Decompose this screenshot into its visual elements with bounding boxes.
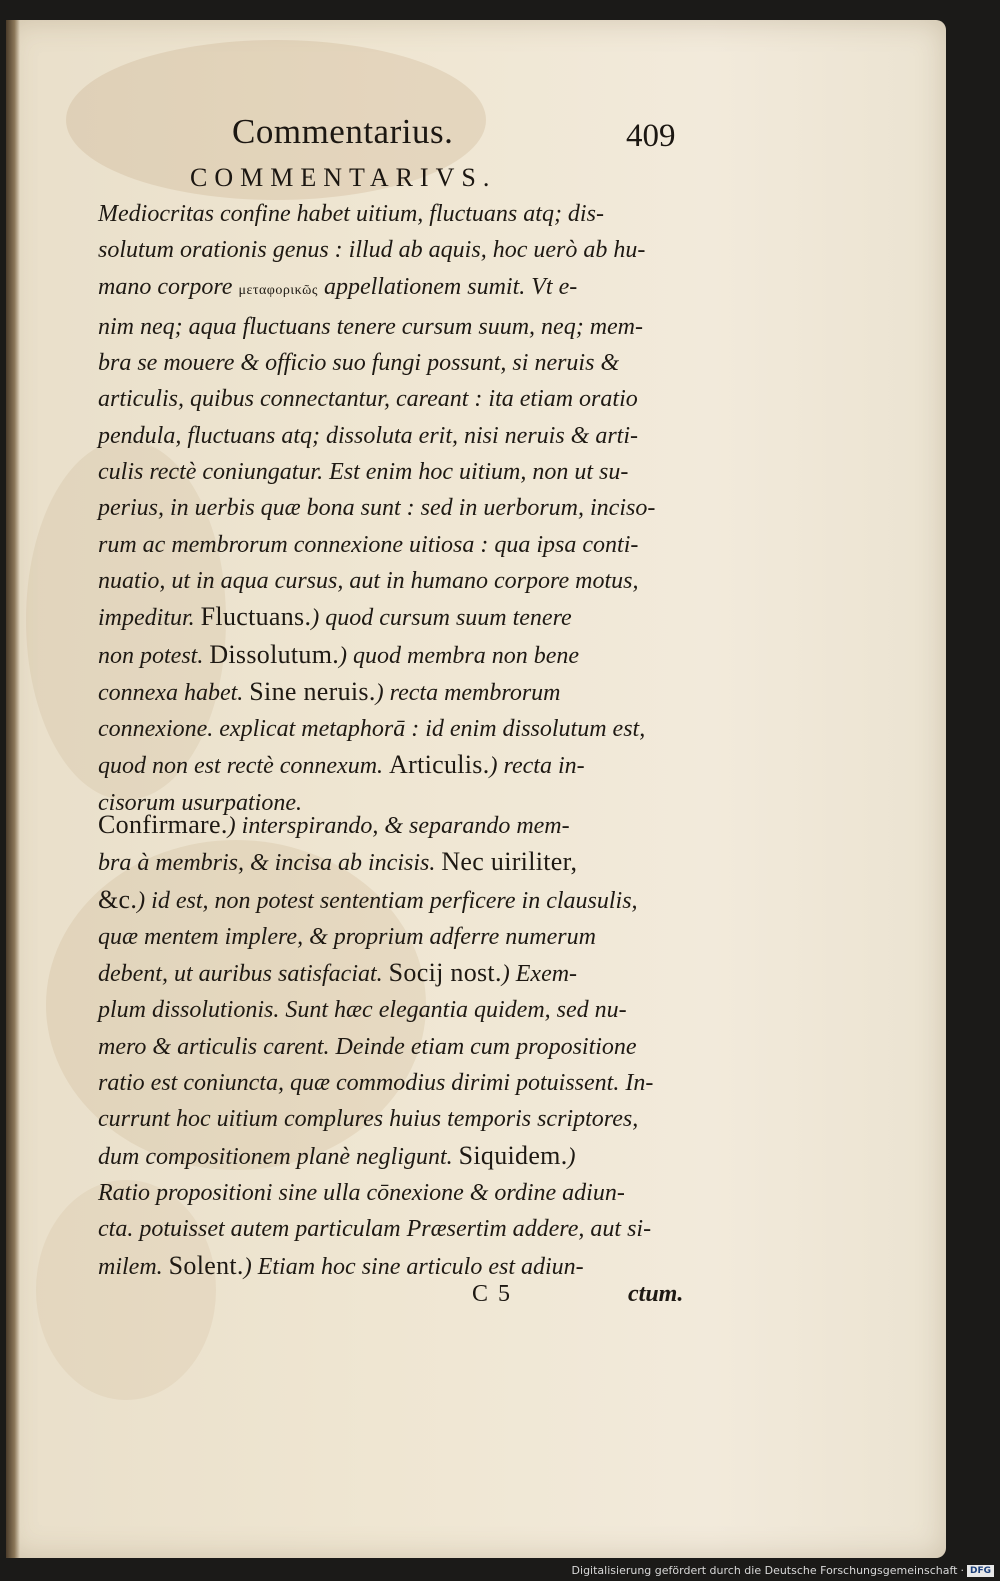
paragraph-1 (62, 196, 694, 821)
paragraph-2 (62, 807, 694, 1285)
greek-word: μεταφορικῶς (238, 282, 318, 298)
text-line (62, 196, 694, 232)
text-segment: nuatio, ut in aqua cursus, aut in humano corpore motus, (98, 567, 639, 594)
lemma: Socij nost. (388, 958, 502, 988)
text-segment: cta. potuisset autem particulam Præsertim addere, aut si- (98, 1216, 652, 1243)
text-line (62, 1248, 694, 1285)
text-line (62, 637, 694, 674)
catchword: ctum. (628, 1281, 684, 1307)
digitization-credit: Digitalisierung gefördert durch die Deutsche Forschungsgemeinschaft · DFG (572, 1564, 994, 1577)
text-segment: connexa habet. (98, 679, 250, 706)
text-segment: appellationem sumit. Vt e- (317, 273, 578, 300)
text-segment: rum ac membrorum connexione uitiosa : qua ipsa conti- (98, 531, 639, 558)
text-line (62, 882, 694, 919)
text-line (62, 563, 694, 599)
lemma: Nec uiriliter, (441, 847, 578, 877)
text-line (62, 992, 694, 1028)
text-segment: ratio est coniuncta, quæ commodius dirimi potuissent. In- (98, 1070, 654, 1097)
lemma: Dissolutum. (209, 639, 340, 669)
credit-text: Digitalisierung gefördert durch die Deutsche Forschungsgemeinschaft (571, 1564, 958, 1577)
text-segment: bra se mouere & officio suo fungi possunt, si neruis & (98, 350, 620, 377)
text-segment: dum compositionem planè negligunt. (98, 1143, 459, 1170)
text-line (62, 1138, 694, 1175)
text-segment: culis rectè coniungatur. Est enim hoc uitium, non ut su- (98, 459, 629, 486)
text-segment: bra à membris, & incisa ab incisis. (98, 850, 442, 877)
text-segment: plum dissolutionis. Sunt hæc elegantia quidem, sed nu- (98, 997, 627, 1024)
lemma: Solent. (168, 1250, 244, 1280)
lemma: Fluctuans. (200, 602, 312, 632)
lemma: &c. (98, 884, 138, 914)
section-heading: COMMENTARIVS. (190, 163, 497, 192)
text-segment: nim neq; aqua fluctuans tenere cursum suum, neq; mem- (98, 313, 644, 340)
text-line (62, 1029, 694, 1065)
text-segment: ) id est, non potest sententiam perficere in clausulis, (137, 887, 638, 914)
text-segment: ) (567, 1143, 576, 1170)
text-line (62, 955, 694, 992)
text-line (62, 1175, 694, 1211)
text-line (62, 1211, 694, 1247)
text-line (62, 527, 694, 563)
text-segment: ) recta in- (489, 753, 585, 780)
text-segment: ) Etiam hoc sine articulo est adiun- (243, 1253, 584, 1280)
text-line (62, 807, 694, 844)
text-line (62, 232, 694, 268)
text-segment: ) interspirando, & separando mem- (227, 813, 570, 839)
text-segment: cisorum usurpatione. (98, 789, 302, 816)
text-segment: currunt hoc uitium complures huius temporis scriptores, (98, 1106, 639, 1133)
text-segment: Mediocritas confine habet uitium, fluctuans atq; dis- (98, 201, 604, 227)
lemma: Sine neruis. (249, 676, 376, 706)
lemma: Articulis. (389, 750, 490, 780)
text-line (62, 844, 694, 881)
text-line (62, 674, 694, 711)
text-line (62, 1065, 694, 1101)
text-segment: Ratio propositioni sine ulla cōnexione & ordine adiun- (98, 1179, 625, 1206)
lemma: Confirmare. (98, 810, 228, 839)
text-line (62, 381, 694, 417)
text-segment: ) quod membra non bene (339, 642, 579, 669)
text-segment: ) recta membrorum (375, 679, 561, 706)
text-segment: ) quod cursum suum tenere (311, 605, 572, 632)
lemma: Siquidem. (458, 1140, 568, 1170)
text-segment: mano corpore (98, 273, 239, 300)
text-line (62, 418, 694, 454)
text-line (62, 345, 694, 381)
text-segment: impeditur. (98, 605, 201, 632)
text-line (62, 711, 694, 747)
text-line (62, 1101, 694, 1137)
text-segment: pendula, fluctuans atq; dissoluta erit, nisi neruis & arti- (98, 422, 638, 449)
text-line (62, 309, 694, 345)
page-number: 409 (626, 118, 676, 154)
dfg-logo: DFG (967, 1565, 994, 1577)
text-segment: debent, ut auribus satisfaciat. (98, 961, 389, 988)
text-segment: quæ mentem implere, & proprium adferre numerum (98, 923, 596, 950)
text-line (62, 919, 694, 955)
text-line (62, 599, 694, 636)
text-segment: connexione. explicat metaphorā : id enim dissolutum est, (98, 716, 646, 743)
text-line (62, 747, 694, 784)
text-line (62, 490, 694, 526)
text-line (62, 269, 694, 309)
text-segment: mero & articulis carent. Deinde etiam cum propositione (98, 1033, 637, 1060)
text-segment: perius, in uerbis quæ bona sunt : sed in uerborum, inciso- (98, 495, 656, 522)
text-segment: articulis, quibus connectantur, careant : ita etiam oratio (98, 386, 638, 413)
text-segment: ) Exem- (501, 961, 578, 988)
text-line (62, 454, 694, 490)
signature-mark: C 5 (472, 1281, 513, 1307)
running-title: Commentarius. (232, 112, 454, 151)
text-segment: milem. (98, 1253, 169, 1280)
text-segment: quod non est rectè connexum. (98, 753, 390, 780)
page-spine-shadow (6, 20, 20, 1558)
text-segment: non potest. (98, 642, 210, 669)
text-segment: solutum orationis genus : illud ab aquis, hoc uerò ab hu- (98, 237, 646, 264)
